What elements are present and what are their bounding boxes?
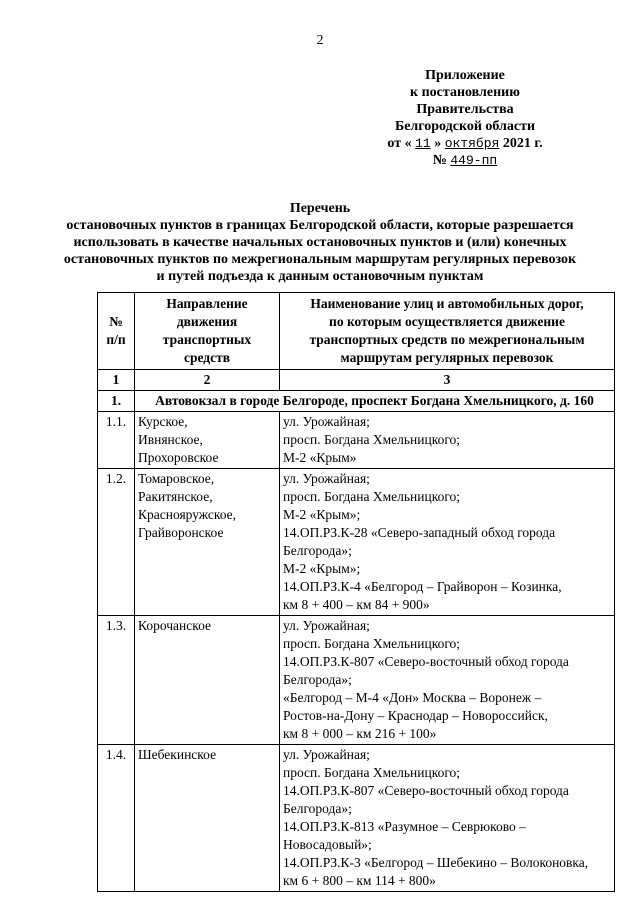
road-line: 14.ОП.РЗ.К-807 «Северо-восточный обход города: [283, 654, 569, 669]
row-number: 1.4.: [98, 745, 135, 892]
road-line: просп. Богдана Хмельницкого;: [283, 432, 461, 447]
appendix-block: [360, 67, 570, 169]
column-number: 1: [98, 370, 135, 391]
road-line: 14.ОП.РЗ.К-807 «Северо-восточный обход города: [283, 783, 569, 798]
road-line: просп. Богдана Хмельницкого;: [283, 489, 461, 504]
road-line: 14.ОП.РЗ.К-4 «Белгород – Грайворон – Козинка,: [283, 579, 562, 594]
row-roads: [280, 412, 615, 469]
row-number: 1.2.: [98, 469, 135, 616]
title-line-2: использовать в качестве начальных остановочных пунктов и (или) конечных: [73, 235, 567, 250]
row-roads: [280, 616, 615, 745]
row-number: 1.1.: [98, 412, 135, 469]
direction-line: Корочанское: [138, 618, 212, 633]
row-direction: [135, 616, 280, 745]
road-line: просп. Богдана Хмельницкого;: [283, 636, 461, 651]
direction-line: Шебекинское: [138, 747, 217, 762]
direction-line: Прохоровское: [138, 450, 219, 465]
row-number: 1.3.: [98, 616, 135, 745]
table-row: [98, 469, 615, 616]
road-line: км 8 + 400 – км 84 + 900»: [283, 597, 430, 612]
road-line: М-2 «Крым»;: [283, 561, 361, 576]
direction-line: Краснояружское,: [138, 507, 237, 522]
road-line: просп. Богдана Хмельницкого;: [283, 765, 461, 780]
appendix-date: [360, 135, 570, 152]
date-month: октября: [444, 136, 500, 151]
title-line-1: остановочных пунктов в границах Белгородской области, которые разрешается: [66, 218, 574, 233]
direction-line: Грайворонское: [138, 525, 224, 540]
table-row: [98, 412, 615, 469]
road-line: км 6 + 800 – км 114 + 800»: [283, 873, 436, 888]
title-heading: Перечень: [289, 201, 351, 216]
title-line-3: остановочных пунктов по межрегиональным маршрутам регулярных перевозок: [63, 252, 577, 267]
document-title: [60, 200, 580, 285]
table-header-row: [98, 293, 615, 370]
road-line: Ростов-на-Дону – Краснодар – Новороссийск,: [283, 708, 548, 723]
date-day: 11: [415, 136, 431, 151]
appendix-number: [360, 152, 570, 169]
row-direction: [135, 745, 280, 892]
column-number-row: [98, 370, 615, 391]
road-line: км 8 + 000 – км 216 + 100»: [283, 726, 437, 741]
road-line: «Белгород – М-4 «Дон» Москва – Воронеж –: [283, 690, 542, 705]
date-prefix: от «: [387, 136, 412, 151]
road-line: ул. Урожайная;: [283, 414, 370, 429]
direction-line: Ракитянское,: [138, 489, 213, 504]
table-row: [98, 616, 615, 745]
direction-line: Курское,: [138, 414, 188, 429]
section-row: [98, 391, 615, 412]
row-roads: [280, 469, 615, 616]
road-line: 14.ОП.РЗ.К-3 «Белгород – Шебекино – Волоконовка,: [283, 855, 589, 870]
row-direction: [135, 469, 280, 616]
road-line: Белгорода»;: [283, 543, 352, 558]
road-line: М-2 «Крым»: [283, 450, 357, 465]
routes-table: [97, 292, 615, 892]
road-line: ул. Урожайная;: [283, 747, 370, 762]
road-line: ул. Урожайная;: [283, 471, 370, 486]
number-value: 449-пп: [450, 153, 498, 168]
header-number: № п/п: [98, 293, 135, 370]
road-line: Белгорода»;: [283, 801, 352, 816]
road-line: ул. Урожайная;: [283, 618, 370, 633]
direction-line: Томаровское,: [138, 471, 215, 486]
section-number: 1.: [98, 391, 135, 412]
appendix-resolution: к постановлению Правительства: [410, 85, 520, 117]
row-direction: [135, 412, 280, 469]
road-line: Новосадовый»;: [283, 837, 372, 852]
page-number: 2: [316, 33, 324, 48]
date-year: 2021 г.: [502, 136, 543, 151]
header-roads: Наименование улиц и автомобильных дорог, по которым осуществляется движение транспортных средств по межрегиональным маршрутам регулярных перевозок: [280, 293, 615, 370]
column-number: 3: [280, 370, 615, 391]
date-mid: »: [434, 136, 442, 151]
appendix-region: Белгородской области: [394, 119, 536, 134]
road-line: 14.ОП.РЗ.К-813 «Разумное – Севрюково –: [283, 819, 526, 834]
appendix-title: Приложение: [425, 68, 505, 83]
number-prefix: №: [432, 153, 447, 168]
row-roads: [280, 745, 615, 892]
column-number: 2: [135, 370, 280, 391]
title-line-4: и путей подъезда к данным остановочным пунктам: [156, 269, 484, 284]
road-line: М-2 «Крым»;: [283, 507, 361, 522]
table-row: [98, 745, 615, 892]
header-direction: Направление движения транспортных средств: [135, 293, 280, 370]
section-title: Автовокзал в городе Белгороде, проспект Богдана Хмельницкого, д. 160: [135, 391, 615, 412]
direction-line: Ивнянское,: [138, 432, 203, 447]
road-line: 14.ОП.РЗ.К-28 «Северо-западный обход города: [283, 525, 556, 540]
road-line: Белгорода»;: [283, 672, 352, 687]
